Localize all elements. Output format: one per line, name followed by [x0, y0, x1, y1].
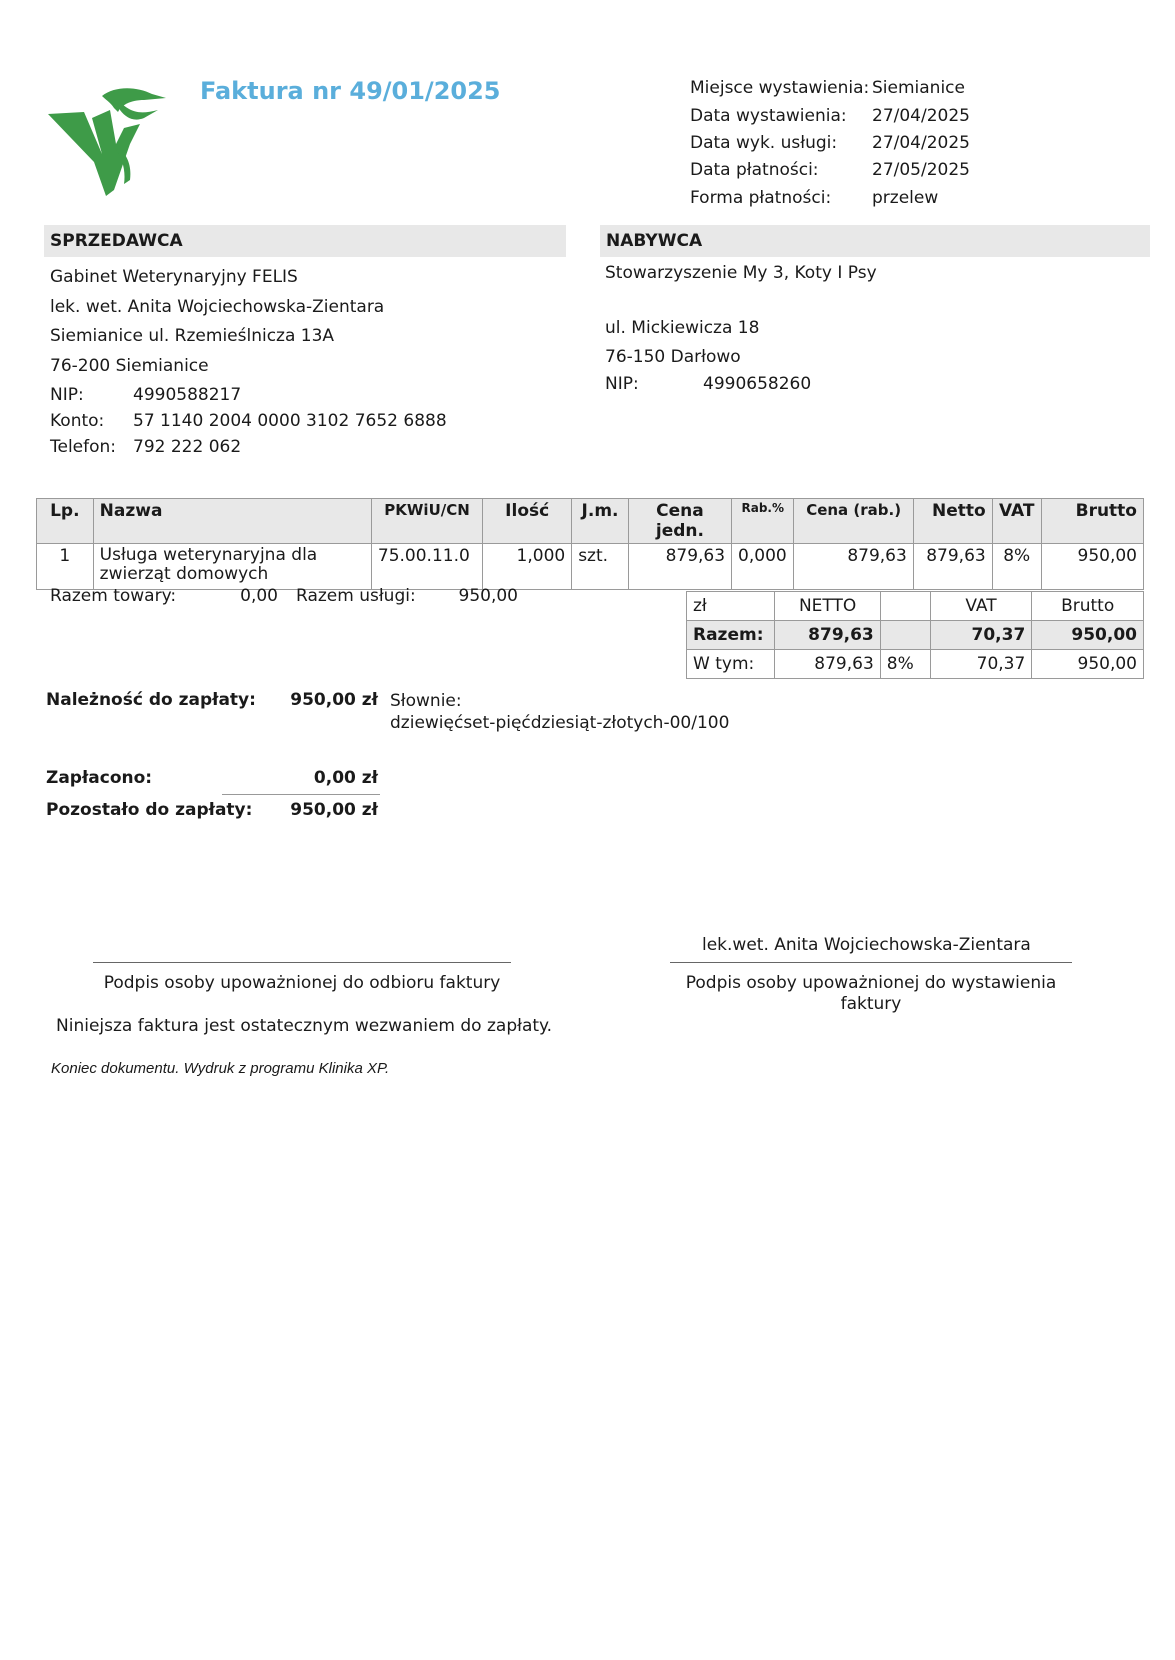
col-lp: Lp. [37, 499, 94, 544]
sum-razem-rate [880, 621, 930, 650]
seller-street: Siemianice ul. Rzemieślnicza 13A [50, 326, 335, 346]
sum-h-brutto: Brutto [1032, 592, 1144, 621]
meta-row-payment-form [690, 188, 1110, 216]
meta-value: 27/04/2025 [872, 133, 970, 153]
remaining-value: 950,00 zł [290, 800, 378, 820]
buyer-street: ul. Mickiewicza 18 [605, 318, 760, 338]
words-value: dziewięćset-pięćdziesiąt-złotych-00/100 [390, 713, 730, 733]
seller-telefon-row [50, 434, 570, 460]
cell-lp: 1 [37, 544, 94, 590]
buyer-header: NABYWCA [600, 225, 1150, 257]
telefon-label: Telefon: [50, 437, 117, 457]
seller-city: 76-200 Siemianice [50, 355, 209, 376]
col-brutto: Brutto [1041, 499, 1143, 544]
cell-pkwiu: 75.00.11.0 [371, 544, 482, 590]
seller-nip: 4990588217 [133, 385, 242, 405]
sum-h-currency: zł [687, 592, 775, 621]
issuer-caption-line1: Podpis osoby upoważnionej do wystawienia [685, 973, 1057, 993]
buyer-nip-row [605, 374, 811, 394]
amount-due-value: 950,00 zł [290, 690, 378, 710]
amount-words [390, 690, 729, 734]
issuer-name: lek.wet. Anita Wojciechowska-Zientara [702, 935, 1031, 955]
issuer-signature-caption [670, 973, 1072, 1015]
invoice-title: Faktura nr 49/01/2025 [200, 77, 501, 105]
col-cena-rab: Cena (rab.) [794, 499, 913, 544]
meta-row-payment-date [690, 160, 1110, 188]
cell-netto: 879,63 [913, 544, 992, 590]
items-header-row [37, 499, 1144, 544]
seller-block [50, 263, 570, 381]
nip-label: NIP: [605, 374, 639, 394]
konto-label: Konto: [50, 411, 105, 431]
receiver-signature-line [93, 962, 511, 963]
meta-value: Siemianice [872, 78, 965, 98]
cell-brutto: 950,00 [1041, 544, 1143, 590]
seller-telefon: 792 222 062 [133, 437, 242, 457]
col-rab: Rab.% [732, 499, 794, 544]
summary-header-row [687, 592, 1144, 621]
paid-value: 0,00 zł [313, 768, 378, 788]
paid-divider [222, 794, 380, 795]
invoice-meta [690, 78, 1110, 216]
cell-vat: 8% [992, 544, 1041, 590]
cell-jm: szt. [572, 544, 629, 590]
cell-cena-rab: 879,63 [794, 544, 913, 590]
subtotals [50, 586, 518, 606]
meta-value: 27/04/2025 [872, 106, 970, 126]
meta-label: Data wystawienia: [690, 106, 847, 126]
meta-row-service-date [690, 133, 1110, 160]
summary-razem-row [687, 621, 1144, 650]
sum-wtym-brutto: 950,00 [1032, 650, 1144, 679]
buyer-city: 76-150 Darłowo [605, 347, 741, 367]
meta-row-issue-date [690, 106, 1110, 133]
seller-konto-row [50, 408, 570, 434]
meta-label: Data wyk. usługi: [690, 133, 838, 153]
sum-razem-netto: 879,63 [774, 621, 880, 650]
sum-wtym-rate: 8% [880, 650, 930, 679]
razem-uslugi-label: Razem usługi: [296, 586, 416, 606]
razem-uslugi-value: 950,00 [458, 586, 518, 606]
seller-ids [50, 382, 570, 460]
cell-ilosc: 1,000 [483, 544, 572, 590]
amount-due-label: Należność do zapłaty: [46, 690, 256, 710]
nip-label: NIP: [50, 385, 84, 405]
issuer-signature-line [670, 962, 1072, 963]
sum-wtym-vat: 70,37 [930, 650, 1032, 679]
razem-towary-label: Razem towary: [50, 586, 177, 606]
col-vat: VAT [992, 499, 1041, 544]
col-jm: J.m. [572, 499, 629, 544]
meta-label: Miejsce wystawienia: [690, 78, 870, 98]
words-label: Słownie: [390, 691, 462, 711]
col-netto: Netto [913, 499, 992, 544]
sum-wtym-label: W tym: [687, 650, 775, 679]
buyer-name: Stowarzyszenie My 3, Koty I Psy [605, 263, 877, 283]
items-table [36, 498, 1144, 590]
col-pkwiu: PKWiU/CN [371, 499, 482, 544]
document-end: Koniec dokumentu. Wydruk z programu Klinika XP. [51, 1060, 390, 1077]
sum-razem-vat: 70,37 [930, 621, 1032, 650]
table-row [37, 544, 1144, 590]
sum-razem-brutto: 950,00 [1032, 621, 1144, 650]
seller-nip-row [50, 382, 570, 408]
meta-label: Data płatności: [690, 160, 819, 180]
buyer-nip: 4990658260 [703, 374, 812, 394]
paid-label: Zapłacono: [46, 768, 153, 788]
seller-header: SPRZEDAWCA [44, 225, 566, 257]
seller-konto: 57 1140 2004 0000 3102 7652 6888 [133, 411, 447, 431]
sum-h-rate [880, 592, 930, 621]
meta-value: 27/05/2025 [872, 160, 970, 180]
cell-cena-jedn: 879,63 [628, 544, 731, 590]
sum-h-netto: NETTO [774, 592, 880, 621]
cell-rab: 0,000 [732, 544, 794, 590]
final-notice: Niniejsza faktura jest ostatecznym wezwaniem do zapłaty. [56, 1016, 553, 1036]
seller-person: lek. wet. Anita Wojciechowska-Zientara [50, 296, 385, 317]
razem-towary-value: 0,00 [240, 586, 278, 606]
receiver-signature-caption: Podpis osoby upoważnionej do odbioru faktury [103, 973, 501, 993]
meta-row-place [690, 78, 1110, 106]
sum-razem-label: Razem: [687, 621, 775, 650]
sum-h-vat: VAT [930, 592, 1032, 621]
clinic-logo [44, 84, 172, 200]
col-cena-jedn: Cena jedn. [628, 499, 731, 544]
remaining-label: Pozostało do zapłaty: [46, 800, 253, 820]
seller-name: Gabinet Weterynaryjny FELIS [50, 267, 298, 287]
meta-value: przelew [872, 188, 939, 208]
cell-nazwa: Usługa weterynaryjna dla zwierząt domowych [93, 544, 371, 590]
meta-label: Forma płatności: [690, 188, 832, 208]
summary-wtym-row [687, 650, 1144, 679]
summary-table [686, 591, 1144, 679]
sum-wtym-netto: 879,63 [774, 650, 880, 679]
col-ilosc: Ilość [483, 499, 572, 544]
col-nazwa: Nazwa [93, 499, 371, 544]
issuer-caption-line2: faktury [840, 994, 902, 1014]
